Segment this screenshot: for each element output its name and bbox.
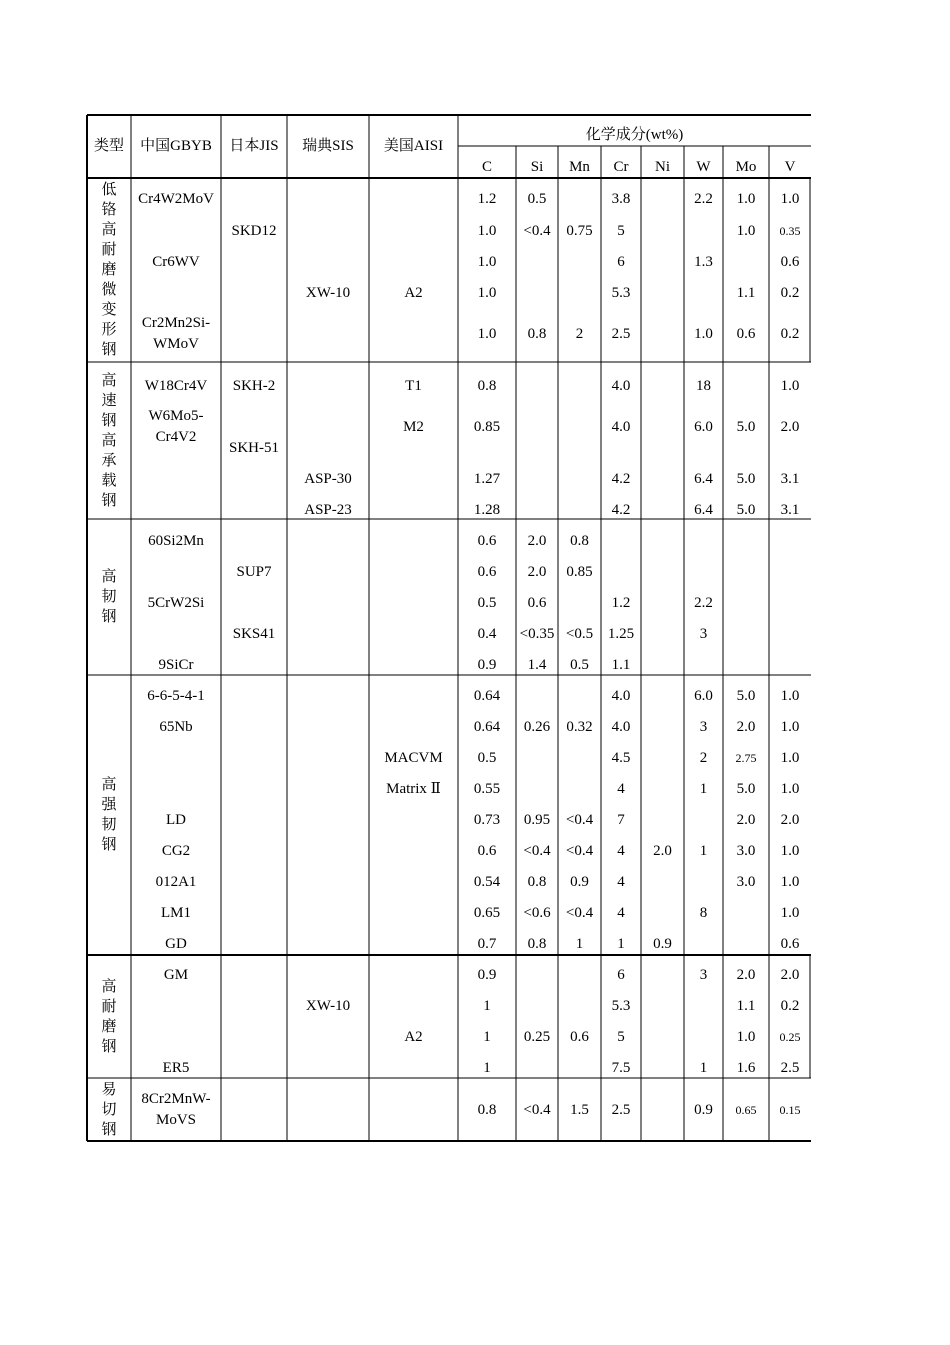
row-21-gbyb: LM1 [161, 904, 191, 921]
row-7-cr: 4.2 [611, 470, 631, 487]
row-0-v: 1.0 [780, 190, 800, 207]
row-6-jis: SKH-51 [228, 439, 279, 456]
row-13-c: 0.9 [477, 656, 497, 673]
header-element-si: Si [530, 158, 544, 175]
row-22-gbyb: GD [165, 935, 187, 952]
row-23-v: 2.0 [780, 966, 800, 983]
row-12-jis: SKS41 [232, 625, 276, 642]
row-18-mo: 2.0 [736, 811, 756, 828]
row-18-gbyb: LD [166, 811, 186, 828]
row-5-cr: 4.0 [611, 377, 631, 394]
row-7-mo: 5.0 [736, 470, 756, 487]
group-label-1: 低铬高耐磨微变形钢 [101, 182, 117, 358]
row-5-c: 0.8 [477, 377, 497, 394]
header-japan-jis: 日本JIS [229, 138, 279, 154]
row-5-jis: SKH-2 [232, 377, 276, 394]
row-20-c: 0.54 [473, 873, 501, 890]
row-1-jis: SKD12 [231, 222, 277, 239]
row-0-c: 1.2 [477, 190, 497, 207]
row-6-aisi: M2 [403, 418, 424, 435]
header-element-mo: Mo [735, 158, 757, 175]
row-25-si: 0.25 [523, 1028, 551, 1045]
row-12-mn: <0.5 [565, 625, 594, 642]
row-21-si: <0.6 [523, 904, 551, 921]
row-7-v: 3.1 [780, 470, 800, 487]
row-18-mn: <0.4 [565, 811, 594, 828]
row-18-c: 0.73 [473, 811, 501, 828]
row-27-v: 0.15 [779, 1102, 801, 1117]
group-label-4: 高强韧钢 [101, 777, 117, 853]
row-12-cr: 1.25 [607, 625, 635, 642]
row-4-mo: 0.6 [736, 325, 756, 342]
row-13-gbyb: 9SiCr [158, 656, 194, 673]
row-19-v: 1.0 [780, 842, 800, 859]
row-23-c: 0.9 [477, 966, 497, 983]
row-6-cr: 4.0 [611, 418, 631, 435]
row-23-mo: 2.0 [736, 966, 756, 983]
group-label-5: 高耐磨钢 [101, 978, 117, 1055]
group-label-6: 易切钢 [101, 1081, 117, 1138]
row-10-c: 0.6 [477, 563, 497, 580]
row-21-v: 1.0 [780, 904, 800, 921]
row-24-sis: XW-10 [305, 997, 351, 1014]
row-15-w: 3 [699, 718, 708, 735]
header-type: 类型 [93, 138, 124, 154]
row-22-ni: 0.9 [653, 935, 672, 952]
row-9-c: 0.6 [477, 532, 497, 549]
row-9-gbyb: 60Si2Mn [148, 532, 204, 549]
header-china-gbyb: 中国GBYB [140, 138, 212, 154]
row-8-mo: 5.0 [736, 501, 756, 518]
group-label-3: 高韧钢 [101, 569, 117, 625]
row-17-v: 1.0 [780, 780, 800, 797]
row-0-si: 0.5 [527, 190, 547, 207]
row-8-cr: 4.2 [611, 501, 631, 518]
row-1-c: 1.0 [477, 222, 497, 239]
row-19-gbyb: CG2 [161, 842, 191, 859]
row-27-c: 0.8 [477, 1101, 497, 1118]
row-7-c: 1.27 [473, 470, 501, 487]
header-element-ni: Ni [655, 158, 670, 175]
row-11-cr: 1.2 [611, 594, 631, 611]
row-4-mn: 2 [575, 325, 584, 342]
row-18-cr: 7 [617, 811, 625, 828]
row-2-v: 0.6 [780, 253, 800, 270]
row-13-mn: 0.5 [570, 656, 589, 673]
row-16-aisi: MACVM [384, 749, 443, 766]
row-15-si: 0.26 [523, 718, 551, 735]
row-22-cr: 1 [617, 935, 625, 952]
row-9-mn: 0.8 [570, 532, 589, 549]
row-20-gbyb: 012A1 [155, 873, 197, 890]
row-27-mn: 1.5 [570, 1101, 589, 1118]
row-27-cr: 2.5 [611, 1101, 631, 1118]
row-24-c: 1 [483, 997, 491, 1014]
row-19-si: <0.4 [523, 842, 551, 859]
row-27-w: 0.9 [694, 1101, 713, 1118]
row-22-si: 0.8 [527, 935, 547, 952]
header-element-w: W [696, 158, 711, 175]
row-0-cr: 3.8 [611, 190, 631, 207]
row-18-v: 2.0 [780, 811, 800, 828]
row-21-mn: <0.4 [565, 904, 594, 921]
row-27-si: <0.4 [523, 1101, 551, 1118]
row-7-sis: ASP-30 [304, 470, 352, 487]
row-25-v: 0.25 [779, 1029, 801, 1044]
row-27-mo: 0.65 [735, 1102, 757, 1117]
row-12-c: 0.4 [477, 625, 497, 642]
row-14-c: 0.64 [473, 687, 501, 704]
row-16-cr: 4.5 [611, 749, 631, 766]
row-10-mn: 0.85 [566, 563, 593, 580]
row-15-mn: 0.32 [566, 718, 593, 735]
row-10-si: 2.0 [527, 563, 547, 580]
row-7-w: 6.4 [694, 470, 713, 487]
row-1-mo: 1.0 [736, 222, 756, 239]
row-3-sis: XW-10 [305, 284, 351, 301]
row-26-cr: 7.5 [611, 1059, 631, 1076]
group-label-2: 高速钢高承载钢 [101, 372, 117, 509]
row-8-c: 1.28 [473, 501, 501, 518]
row-21-cr: 4 [617, 904, 625, 921]
row-17-aisi: Matrix Ⅱ [386, 780, 441, 797]
row-20-mo: 3.0 [736, 873, 756, 890]
row-17-c: 0.55 [473, 780, 501, 797]
header-element-v: V [784, 158, 796, 175]
row-20-cr: 4 [617, 873, 625, 890]
row-11-si: 0.6 [527, 594, 547, 611]
row-12-w: 3 [699, 625, 708, 642]
row-3-v: 0.2 [780, 284, 800, 301]
header-sweden-sis: 瑞典SIS [302, 138, 354, 154]
row-8-sis: ASP-23 [304, 501, 352, 518]
row-21-w: 8 [699, 904, 708, 921]
row-25-aisi: A2 [404, 1028, 423, 1045]
row-8-w: 6.4 [694, 501, 713, 518]
row-13-si: 1.4 [527, 656, 547, 673]
row-19-mo: 3.0 [736, 842, 756, 859]
row-19-mn: <0.4 [565, 842, 594, 859]
row-3-cr: 5.3 [611, 284, 631, 301]
row-24-mo: 1.1 [736, 997, 756, 1014]
header-element-mn: Mn [569, 158, 590, 175]
row-15-c: 0.64 [473, 718, 501, 735]
row-14-w: 6.0 [694, 687, 713, 704]
row-6-v: 2.0 [780, 418, 800, 435]
row-15-mo: 2.0 [736, 718, 756, 735]
row-20-v: 1.0 [780, 873, 800, 890]
header-composition: 化学成分(wt%) [585, 127, 684, 143]
row-4-w: 1.0 [694, 325, 713, 342]
row-16-mo: 2.75 [735, 750, 757, 765]
row-0-mo: 1.0 [736, 190, 756, 207]
row-15-v: 1.0 [780, 718, 800, 735]
row-25-mo: 1.0 [736, 1028, 756, 1045]
row-2-w: 1.3 [694, 253, 713, 270]
row-3-c: 1.0 [477, 284, 497, 301]
row-24-cr: 5.3 [611, 997, 631, 1014]
row-2-cr: 6 [617, 253, 625, 270]
row-0-w: 2.2 [694, 190, 713, 207]
row-16-w: 2 [699, 749, 708, 766]
row-6-gbyb: W6Mo5- Cr4V2 [148, 408, 204, 445]
row-16-v: 1.0 [780, 749, 800, 766]
header-usa-aisi: 美国AISI [383, 138, 444, 154]
row-26-gbyb: ER5 [162, 1059, 190, 1076]
row-21-c: 0.65 [473, 904, 501, 921]
row-5-gbyb: W18Cr4V [144, 377, 208, 394]
row-26-mo: 1.6 [736, 1059, 756, 1076]
row-14-v: 1.0 [780, 687, 800, 704]
row-5-aisi: T1 [405, 377, 422, 394]
row-19-ni: 2.0 [653, 842, 672, 859]
row-20-si: 0.8 [527, 873, 547, 890]
row-12-si: <0.35 [519, 625, 555, 642]
row-4-gbyb: Cr2Mn2Si- WMoV [141, 315, 211, 352]
row-17-mo: 5.0 [736, 780, 756, 797]
row-6-c: 0.85 [473, 418, 501, 435]
row-15-cr: 4.0 [611, 718, 631, 735]
row-14-mo: 5.0 [736, 687, 756, 704]
row-25-cr: 5 [617, 1028, 625, 1045]
row-4-cr: 2.5 [611, 325, 631, 342]
row-0-gbyb: Cr4W2MoV [138, 190, 214, 207]
row-20-mn: 0.9 [570, 873, 589, 890]
row-25-c: 1 [483, 1028, 491, 1045]
row-26-w: 1 [699, 1059, 708, 1076]
row-19-cr: 4 [617, 842, 625, 859]
row-22-v: 0.6 [780, 935, 800, 952]
row-6-mo: 5.0 [736, 418, 756, 435]
row-16-c: 0.5 [477, 749, 497, 766]
row-14-cr: 4.0 [611, 687, 631, 704]
row-2-c: 1.0 [477, 253, 497, 270]
row-22-mn: 1 [575, 935, 584, 952]
row-11-c: 0.5 [477, 594, 497, 611]
row-5-v: 1.0 [780, 377, 800, 394]
row-13-cr: 1.1 [611, 656, 631, 673]
row-15-gbyb: 65Nb [159, 718, 193, 735]
row-2-gbyb: Cr6WV [152, 253, 200, 270]
row-5-w: 18 [696, 377, 711, 394]
row-24-v: 0.2 [780, 997, 800, 1014]
row-1-v: 0.35 [779, 223, 801, 238]
row-26-v: 2.5 [780, 1059, 800, 1076]
row-23-cr: 6 [617, 966, 625, 983]
row-1-cr: 5 [617, 222, 625, 239]
row-4-c: 1.0 [477, 325, 497, 342]
row-10-jis: SUP7 [236, 563, 272, 580]
row-8-v: 3.1 [780, 501, 800, 518]
row-14-gbyb: 6-6-5-4-1 [147, 687, 205, 704]
row-3-mo: 1.1 [736, 284, 756, 301]
row-19-c: 0.6 [477, 842, 497, 859]
row-1-mn: 0.75 [566, 222, 593, 239]
header-element-cr: Cr [613, 158, 629, 175]
row-17-cr: 4 [617, 780, 625, 797]
row-17-w: 1 [699, 780, 708, 797]
row-23-gbyb: GM [163, 966, 189, 983]
row-9-si: 2.0 [527, 532, 547, 549]
row-4-v: 0.2 [780, 325, 800, 342]
row-11-gbyb: 5CrW2Si [147, 594, 205, 611]
row-18-si: 0.95 [523, 811, 551, 828]
row-23-w: 3 [699, 966, 708, 983]
row-11-w: 2.2 [694, 594, 713, 611]
row-4-si: 0.8 [527, 325, 547, 342]
header-element-c: C [481, 158, 492, 175]
row-3-aisi: A2 [404, 284, 423, 301]
row-1-si: <0.4 [523, 222, 551, 239]
row-22-c: 0.7 [477, 935, 497, 952]
row-19-w: 1 [699, 842, 708, 859]
row-6-w: 6.0 [694, 418, 713, 435]
row-26-c: 1 [483, 1059, 491, 1076]
row-25-mn: 0.6 [570, 1028, 589, 1045]
row-27-gbyb: 8Cr2MnW- MoVS [141, 1091, 211, 1128]
